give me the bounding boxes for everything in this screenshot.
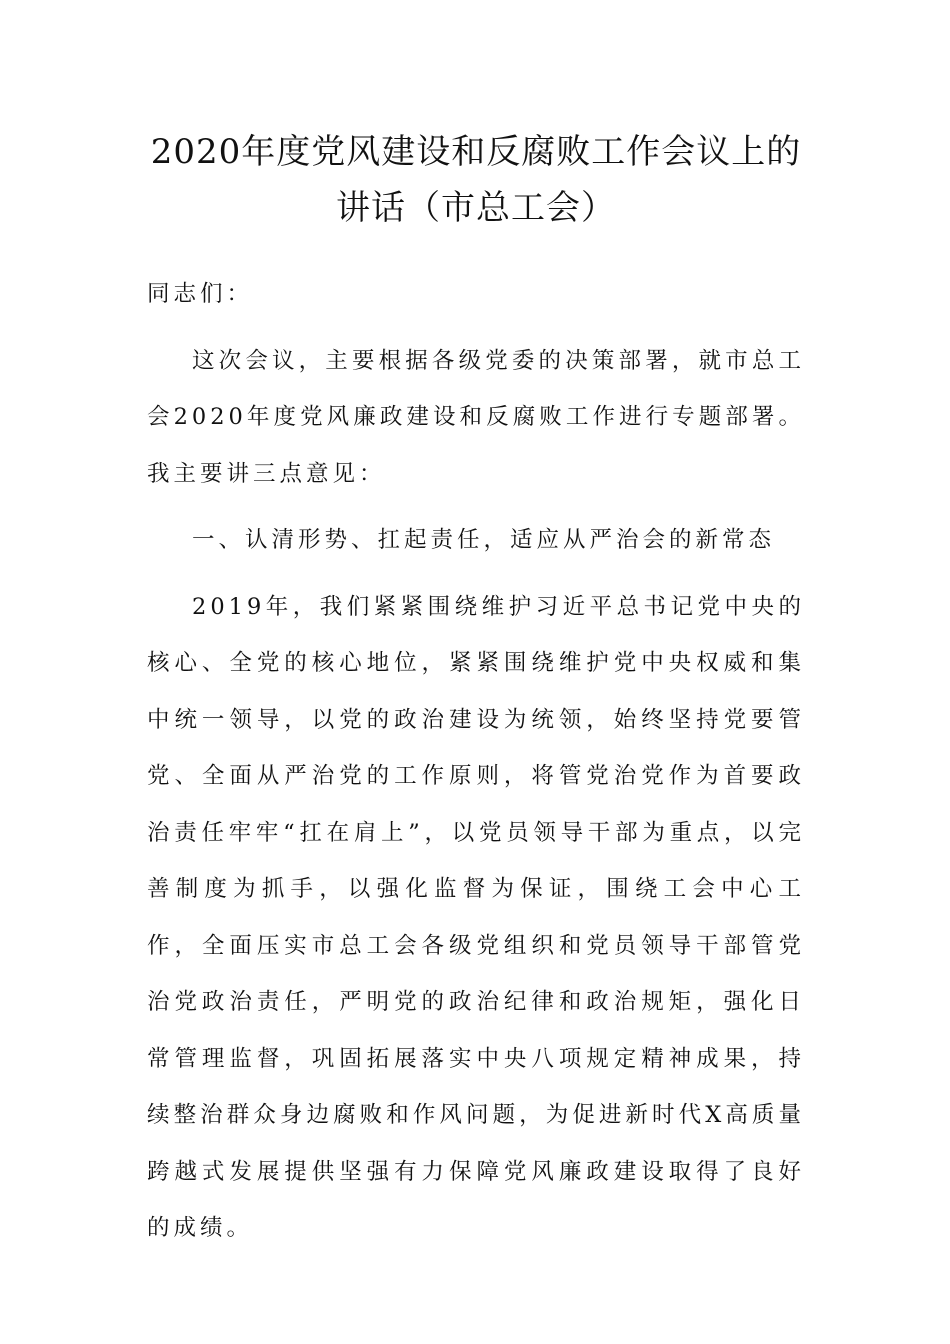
document-title <box>147 124 805 236</box>
intro-paragraph: 这次会议，主要根据各级党委的决策部署，就市总工会2020年度党风廉政建设和反腐败工作进行专题部署。我主要讲三点意见： <box>147 347 805 487</box>
document-title-line-1: 2020年度党风建设和反腐败工作会议上的 <box>150 132 802 172</box>
document-page <box>147 124 805 1257</box>
section-heading: 一、认清形势、扛起责任，适应从严治会的新常态 <box>192 527 776 553</box>
body-paragraph: 2019年，我们紧紧围绕维护习近平总书记党中央的核心、全党的核心地位，紧紧围绕维护党中央权威和集中统一领导，以党的政治建设为统领，始终坚持党要管党、全面从严治党的工作原则，将管党治党作为首要政治责任牢牢“扛在肩上”，以党员领导干部为重点，以完善制度为抓手，以强化监督为保证，围绕工会中心工作，全面压实市总工会各级党组织和党员领导干部管党治党政治责任，严明党的政治纪律和政治规矩，强化日常管理监督，巩固拓展落实中央八项规定精神成果，持续整治群众身边腐败和作风问题，为促进新时代X高质量跨越式发展提供坚强有力保障党风廉政建设取得了良好的成绩。 <box>147 593 805 1241</box>
document-title-line-2: 讲话（市总工会） <box>336 188 616 228</box>
salutation: 同志们： <box>147 281 254 307</box>
